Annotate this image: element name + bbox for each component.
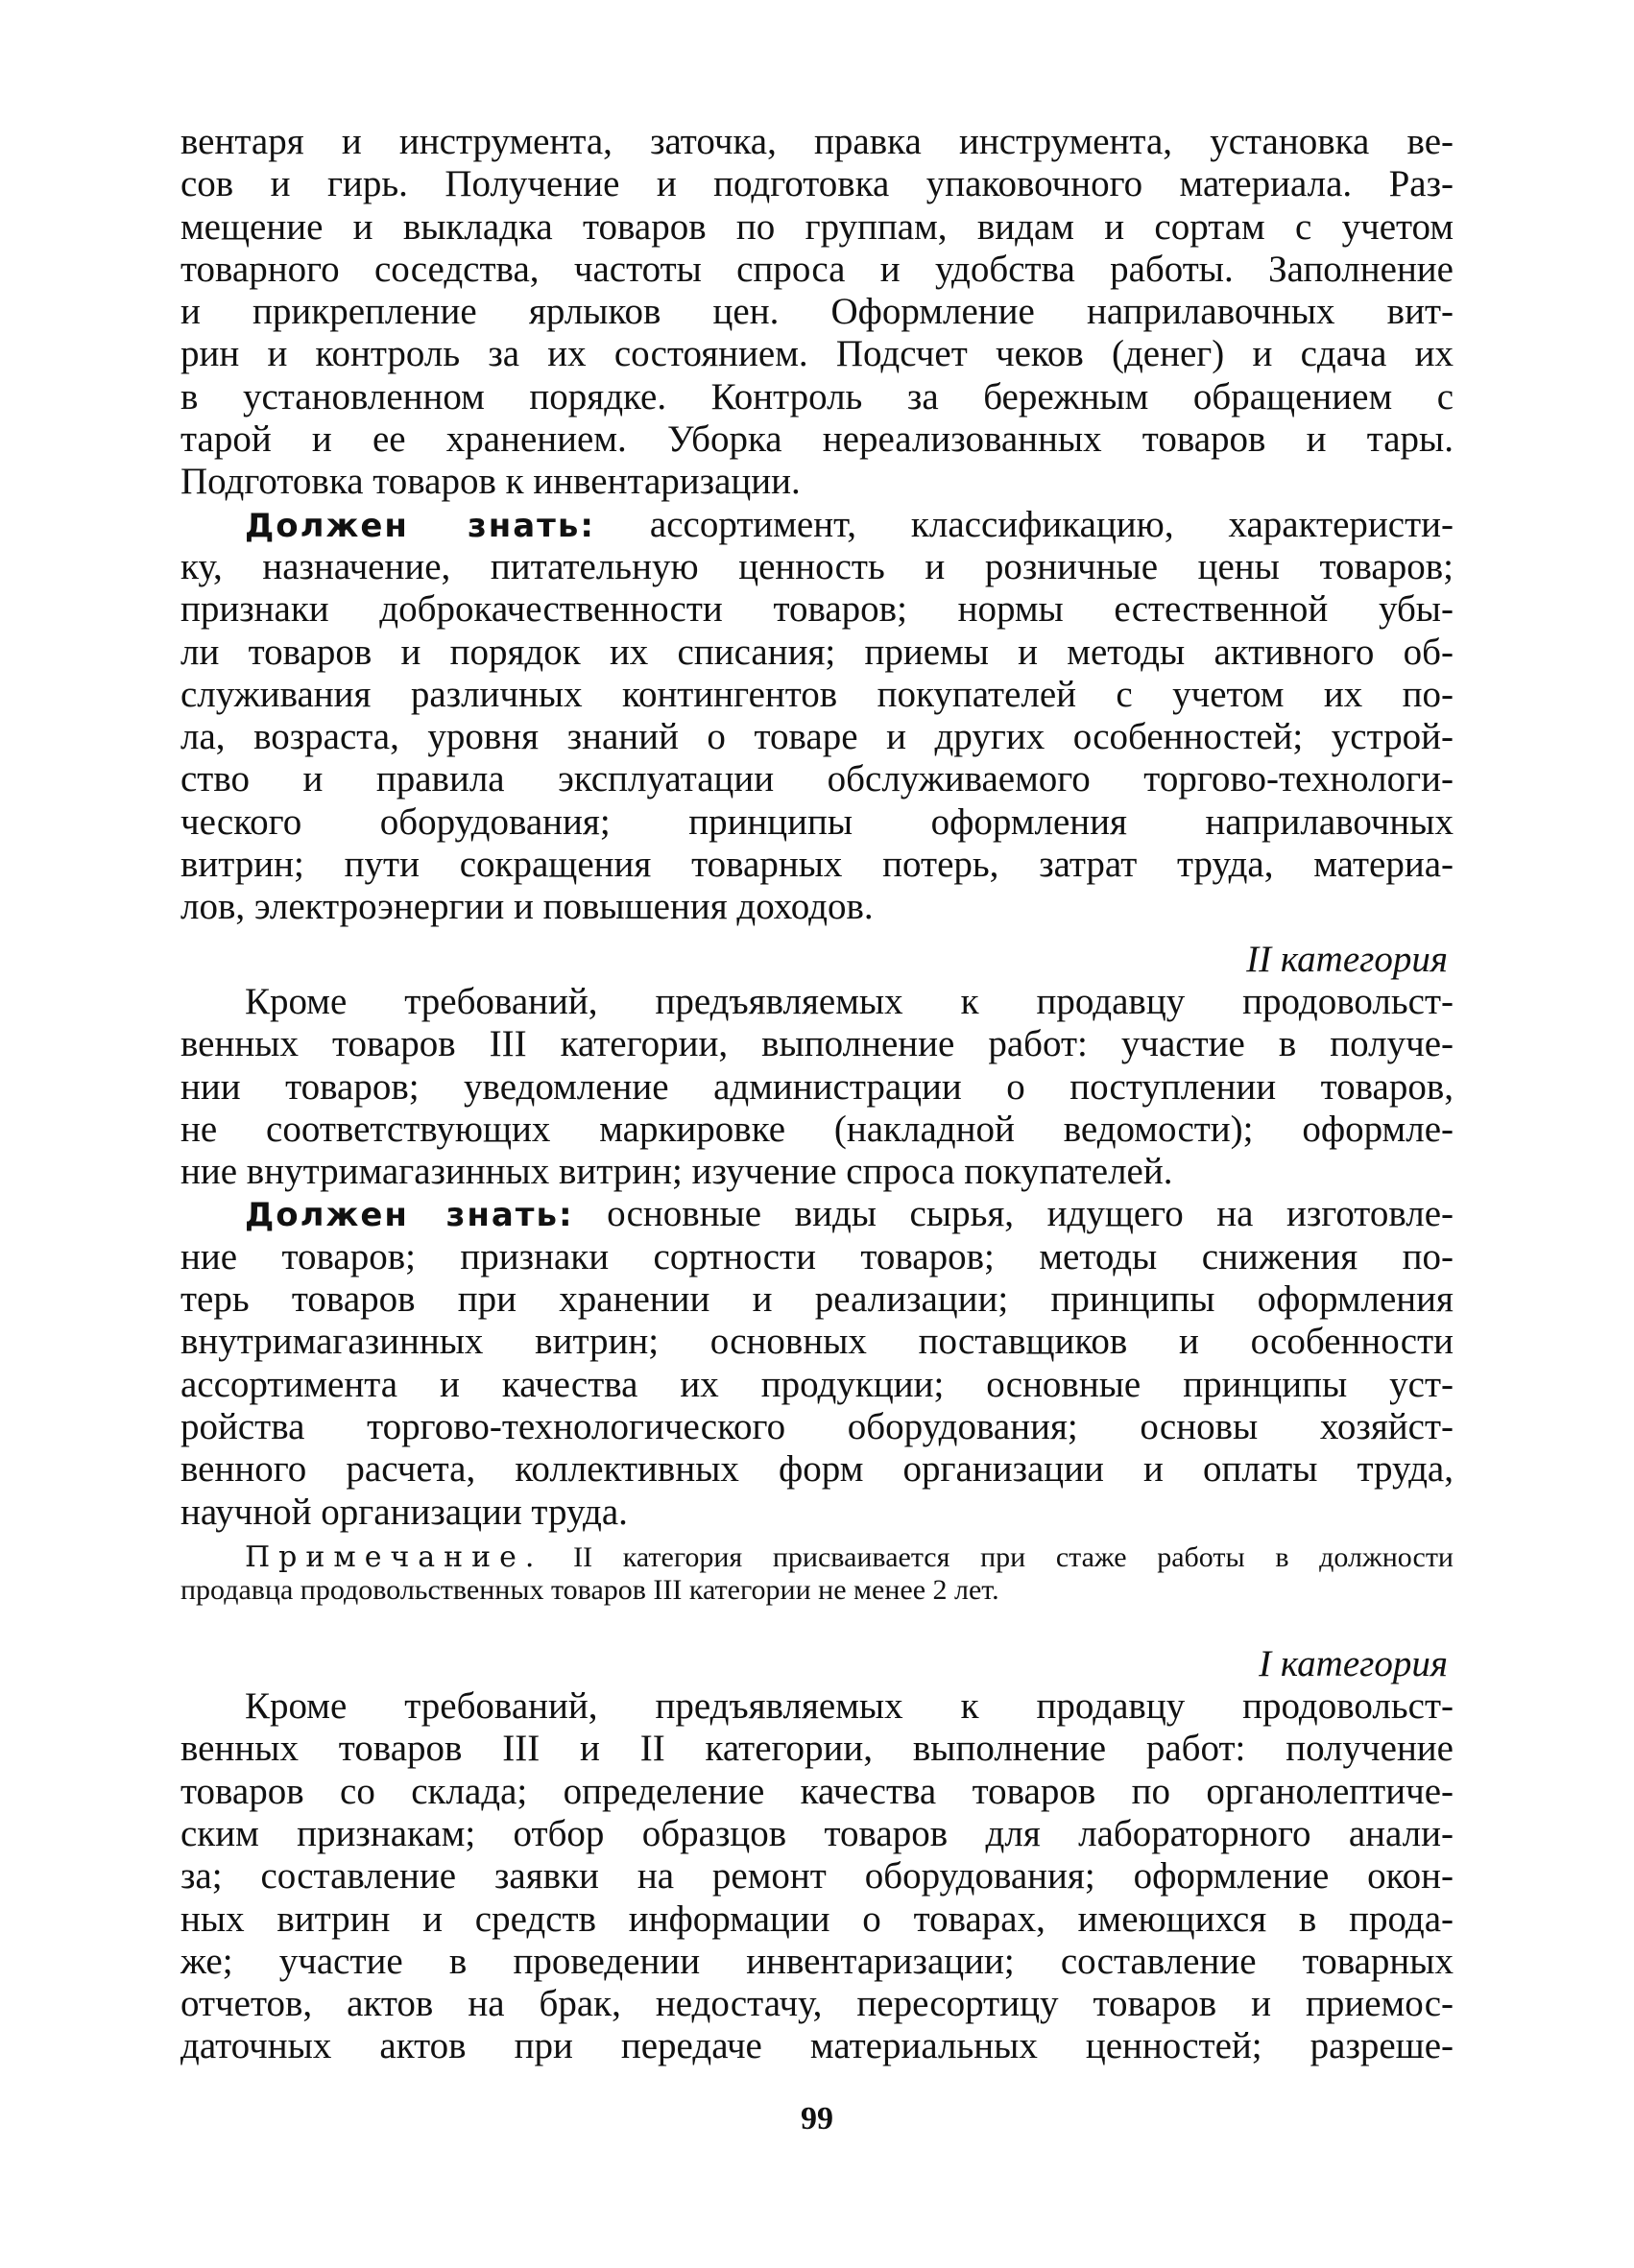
text-line: терь товаров при хранении и реализации; принципы оформления xyxy=(180,1278,1454,1321)
text-line: Кроме требований, предъявляемых к продавцу продовольст- xyxy=(245,1685,1454,1728)
text-line: же; участие в проведении инвентаризации; составление товарных xyxy=(180,1940,1454,1982)
text-line: ство и правила эксплуатации обслуживаемого торгово-технологи- xyxy=(180,758,1454,800)
text-line: в установленном порядке. Контроль за бережным обращением с xyxy=(180,375,1454,418)
footnote-remark xyxy=(180,1541,1454,1607)
must-know-label: Должен знать: xyxy=(245,506,595,545)
text-line: внутримагазинных витрин; основных поставщиков и особенности xyxy=(180,1321,1454,1363)
text-line: сов и гирь. Получение и подготовка упаковочного материала. Раз- xyxy=(180,163,1454,205)
text-line: и прикрепление ярлыков цен. Оформление наприлавочных вит- xyxy=(180,291,1454,333)
text-line: ским признакам; отбор образцов товаров для лабораторного анали- xyxy=(180,1812,1454,1854)
text-run: основные виды сырья, идущего на изготовле- xyxy=(573,1193,1454,1235)
page-body xyxy=(180,121,1454,2068)
text-line: товаров со склада; определение качества товаров по органолептиче- xyxy=(180,1770,1454,1812)
text-line: тарой и ее хранением. Уборка нереализованных товаров и тары. xyxy=(180,418,1454,461)
text-line: товарного соседства, частоты спроса и удобства работы. Заполнение xyxy=(180,248,1454,290)
text-line: Подготовка товаров к инвентаризации. xyxy=(180,461,801,503)
text-line: ку, назначение, питательную ценность и розничные цены товаров; xyxy=(180,545,1454,587)
category-heading-i: I категория xyxy=(1259,1642,1448,1684)
text-line: мещение и выкладка товаров по группам, видам и сортам с учетом xyxy=(180,205,1454,248)
text-line: лов, электроэнергии и повышения доходов. xyxy=(180,886,874,928)
text-line: не соответствующих маркировке (накладной ведомости); оформле- xyxy=(180,1108,1454,1150)
paragraph-duties-ii xyxy=(180,981,1454,1193)
text-run: ассортимент, классификацию, характеристи- xyxy=(594,503,1454,545)
text-line: научной организации труда. xyxy=(180,1491,628,1533)
text-line: витрин; пути сокращения товарных потерь, затрат труда, материа- xyxy=(180,844,1454,886)
text-run: II категория присваивается при стаже работы в должности xyxy=(542,1540,1454,1573)
text-line: ческого оборудования; принципы оформления наприлавочных xyxy=(180,800,1454,843)
text-line: ла, возраста, уровня знаний о товаре и других особенностей; устрой- xyxy=(180,716,1454,758)
text-line: ние внутримагазинных витрин; изучение спроса покупателей. xyxy=(180,1151,1173,1193)
text-line xyxy=(180,1193,1454,1235)
paragraph-must-know-ii xyxy=(180,1193,1454,1533)
text-line: ассортимента и качества их продукции; основные принципы уст- xyxy=(180,1363,1454,1405)
text-line: за; составление заявки на ремонт оборудования; оформление окон- xyxy=(180,1855,1454,1898)
must-know-label: Должен знать: xyxy=(245,1196,574,1235)
text-line: венного расчета, коллективных форм организации и оплаты труда, xyxy=(180,1448,1454,1491)
paragraph-duties-continued xyxy=(180,121,1454,504)
paragraph-duties-i xyxy=(180,1685,1454,2068)
text-line: Кроме требований, предъявляемых к продавцу продовольст- xyxy=(245,980,1454,1022)
text-line: ние товаров; признаки сортности товаров; методы снижения по- xyxy=(180,1235,1454,1277)
text-line: отчетов, актов на брак, недостачу, пересортицу товаров и приемос- xyxy=(180,1983,1454,2025)
note-line xyxy=(180,1541,1454,1574)
text-line: венных товаров III и II категории, выполнение работ: получение xyxy=(180,1728,1454,1770)
text-line: ных витрин и средств информации о товарах, имеющихся в прода- xyxy=(180,1898,1454,1940)
text-line: венных товаров III категории, выполнение работ: участие в получе- xyxy=(180,1023,1454,1065)
text-line xyxy=(180,504,1454,546)
note-line: продавца продовольственных товаров III категории не менее 2 лет. xyxy=(180,1573,999,1606)
text-line: ли товаров и порядок их списания; приемы и методы активного об- xyxy=(180,631,1454,673)
text-line: признаки доброкачественности товаров; нормы естественной убы- xyxy=(180,588,1454,631)
text-line: ройства торгово-технологического оборудования; основы хозяйст- xyxy=(180,1405,1454,1447)
text-line: даточных актов при передаче материальных ценностей; разреше- xyxy=(180,2025,1454,2067)
text-line: нии товаров; уведомление администрации о поступлении товаров, xyxy=(180,1065,1454,1108)
paragraph-must-know-iii xyxy=(180,504,1454,929)
note-label: Примечание. xyxy=(245,1540,543,1574)
text-line: рин и контроль за их состоянием. Подсчет чеков (денег) и сдача их xyxy=(180,333,1454,375)
text-line: вентаря и инструмента, заточка, правка инструмента, установка ве- xyxy=(180,121,1454,162)
text-line: служивания различных контингентов покупателей с учетом их по- xyxy=(180,673,1454,715)
category-heading-ii: II категория xyxy=(1246,938,1448,980)
page-number: 99 xyxy=(801,2101,833,2137)
